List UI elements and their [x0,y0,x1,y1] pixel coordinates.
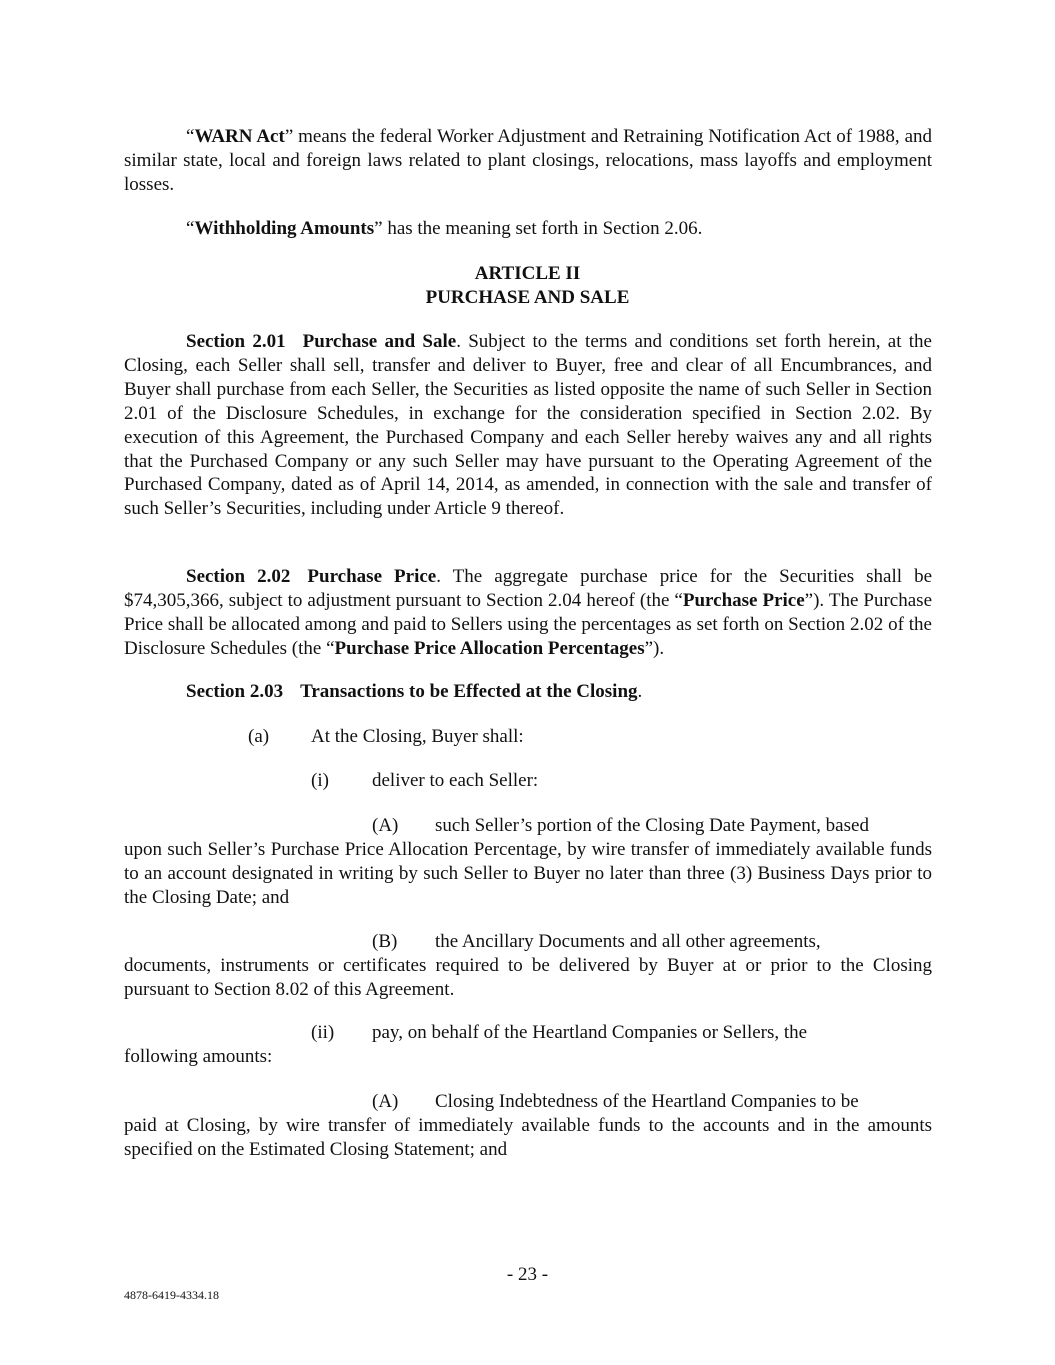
item-label: (A) [372,815,399,836]
item-text: At the Closing, Buyer shall: [311,726,524,747]
section-2-02: Section 2.02 Purchase Price. The aggregate purchase price for the Securities shall be $74,305,366, subject to adjustment pursuant to Section 2.04 hereof (the “Purchase Price”). The Purchase Price shall be allocated among and paid to Sellers using the percentages as set forth on Section 2.02 of the Disclosure Schedules (the “Purchase Price Allocation Percentages”). [124,566,933,659]
defined-term: Withholding Amounts [194,218,375,239]
section-number: Section 2.01 [186,331,286,352]
document-id: 4878-6419-4334.18 [124,1288,219,1302]
defined-term: WARN Act [194,126,285,147]
defined-term: Purchase Price Allocation Percentages [334,637,645,659]
item-text: pay, on behalf of the Heartland Companies or Sellers, the [372,1022,808,1043]
item-label: (A) [372,1091,399,1112]
item-i-A-continuation: upon such Seller’s Purchase Price Allocation Percentage, by wire transfer of immediately available funds to an account designated in writing by such Seller to Buyer no later than three (3) Business Days prior to the Closing Date; and [124,839,932,908]
section-number: Section 2.02 [186,566,291,587]
item-ii-A-continuation: paid at Closing, by wire transfer of immediately available funds to the accounts and in the amounts specified on the Estimated Closing Statement; and [124,1115,932,1160]
item-label: (a) [248,726,270,747]
section-title: Purchase and Sale [302,331,457,352]
article-title: PURCHASE AND SALE [425,287,630,308]
item-label: (B) [372,931,398,952]
item-ii-continuation: following amounts: [124,1046,273,1067]
article-number: ARTICLE II [474,263,581,284]
item-label: (i) [311,770,329,791]
section-number: Section 2.03 [186,681,284,702]
item-text: the Ancillary Documents and all other agreements, [435,931,821,952]
defined-term: Purchase Price [682,589,805,611]
page-number: - 23 - [506,1264,549,1285]
section-title: Purchase Price [307,566,437,587]
item-text: deliver to each Seller: [372,770,539,791]
definition-warn-act: “WARN Act” means the federal Worker Adjustment and Retraining Notification Act of 1988, and similar state, local and foreign laws related to plant closings, relocations, mass layoffs and employment losses. [124,126,933,195]
item-text: such Seller’s portion of the Closing Date Payment, based [435,815,869,836]
section-2-03: Section 2.03 Transactions to be Effected at the Closing. [186,681,643,702]
section-2-01: Section 2.01 Purchase and Sale. Subject to the terms and conditions set forth herein, at the Closing, each Seller shall sell, transfer and deliver to Buyer, free and clear of all Encumbrances, and Buyer shall purchase from each Seller, the Securities as listed opposite the name of such Seller in Section 2.01 of the Disclosure Schedules, in exchange for the consideration specified in Section 2.02. By execution of this Agreement, the Purchased Company and each Seller hereby waives any and all rights that the Purchased Company or any such Seller may have pursuant to the Operating Agreement of the Purchased Company, dated as of April 14, 2014, as amended, in connection with the sale and transfer of such Seller’s Securities, including under Article 9 thereof. [124,331,932,520]
section-title: Transactions to be Effected at the Closing [300,681,638,702]
definition-withholding-amounts: “Withholding Amounts” has the meaning set forth in Section 2.06. [186,218,703,239]
item-label: (ii) [311,1022,335,1043]
item-i-B-continuation: documents, instruments or certificates required to be delivered by Buyer at or prior to the Closing pursuant to Section 8.02 of this Agreement. [124,955,932,1000]
item-text: Closing Indebtedness of the Heartland Companies to be [435,1091,859,1112]
